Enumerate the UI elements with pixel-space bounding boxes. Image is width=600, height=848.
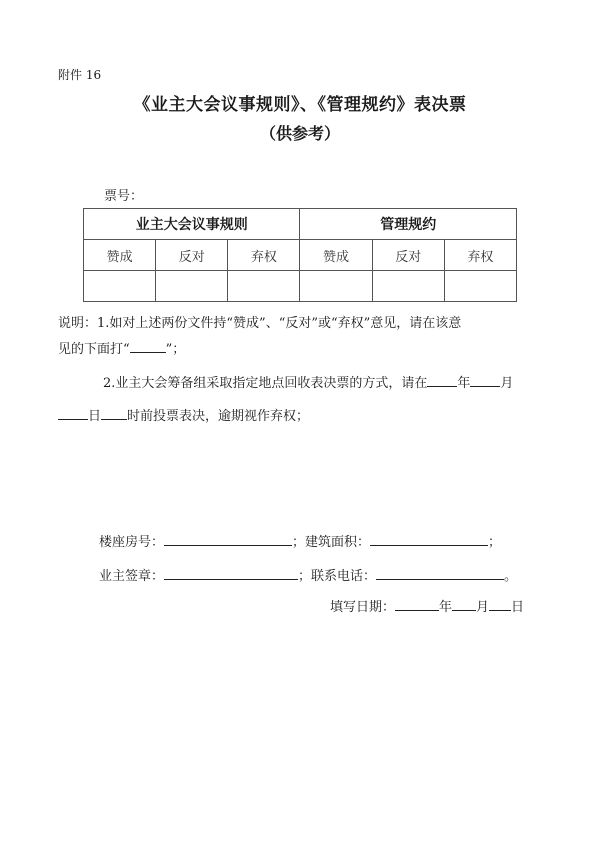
vote-cell-abstain-covenant[interactable] — [444, 271, 516, 302]
vote-cell-oppose-rules[interactable] — [156, 271, 228, 302]
vote-cell-oppose-covenant[interactable] — [372, 271, 444, 302]
mark-blank — [130, 338, 166, 353]
date-month-field[interactable] — [452, 596, 476, 611]
date-month: 月 — [476, 600, 490, 615]
area-end: ； — [488, 535, 502, 550]
option-oppose-covenant: 反对 — [372, 240, 444, 271]
building-field[interactable] — [164, 531, 292, 546]
option-approve-covenant: 赞成 — [300, 240, 372, 271]
vote-cell-abstain-rules[interactable] — [228, 271, 300, 302]
phone-label: 联系电话： — [311, 569, 377, 584]
note-2-line-2 — [58, 405, 309, 429]
date-label: 填写日期： — [330, 600, 396, 615]
building-label: 楼座房号： — [99, 535, 165, 550]
option-oppose-rules: 反对 — [156, 240, 228, 271]
page-title: 《业主大会议事规则》、《管理规约》表决票 — [133, 95, 467, 115]
note-1-text: 见的下面打“ — [58, 342, 130, 357]
option-abstain-covenant: 弃权 — [444, 240, 516, 271]
date-year-field[interactable] — [395, 596, 439, 611]
vote-cell-approve-covenant[interactable] — [300, 271, 372, 302]
year-blank[interactable] — [427, 372, 457, 387]
note-2-tail: 时前投票表决，逾期视作弃权； — [127, 409, 310, 424]
option-approve-rules: 赞成 — [84, 240, 156, 271]
hour-blank[interactable] — [101, 405, 127, 420]
area-label: 建筑面积： — [305, 535, 371, 550]
note-2-day: 日 — [88, 409, 102, 424]
sign-phone-row — [99, 565, 517, 584]
date-year: 年 — [439, 600, 453, 615]
group-header-rules: 业主大会议事规则 — [84, 209, 300, 240]
sign-sep: ； — [298, 569, 312, 584]
area-field[interactable] — [370, 531, 488, 546]
sign-label: 业主签章： — [99, 569, 165, 584]
vote-cell-approve-rules[interactable] — [84, 271, 156, 302]
date-day-field[interactable] — [489, 596, 511, 611]
note-2-year: 年 — [457, 376, 471, 391]
note-1-line-1: 说明：1.如对上述两份文件持“赞成”、“反对”或“弃权”意见，请在该意 — [58, 316, 462, 331]
signature-field[interactable] — [164, 565, 298, 580]
note-2-month: 月 — [500, 376, 514, 391]
option-abstain-rules: 弃权 — [228, 240, 300, 271]
note-2-text: 2.业主大会筹备组采取指定地点回收表决票的方式，请在 — [103, 376, 428, 391]
day-blank[interactable] — [58, 405, 88, 420]
note-2-line-1 — [103, 372, 513, 396]
month-blank[interactable] — [470, 372, 500, 387]
phone-field[interactable] — [376, 565, 504, 580]
group-header-covenant: 管理规约 — [300, 209, 517, 240]
note-1-line-2 — [58, 338, 185, 362]
vote-table — [83, 208, 517, 302]
note-1-end: ”； — [165, 342, 186, 357]
attachment-label: 附件 16 — [58, 68, 102, 82]
date-day: 日 — [511, 600, 525, 615]
building-sep: ； — [292, 535, 306, 550]
ticket-number-label: 票号： — [104, 189, 144, 204]
page-subtitle: （供参考） — [259, 124, 340, 143]
building-area-row — [99, 531, 501, 550]
fill-date-row — [330, 596, 524, 615]
phone-end: 。 — [504, 569, 518, 584]
